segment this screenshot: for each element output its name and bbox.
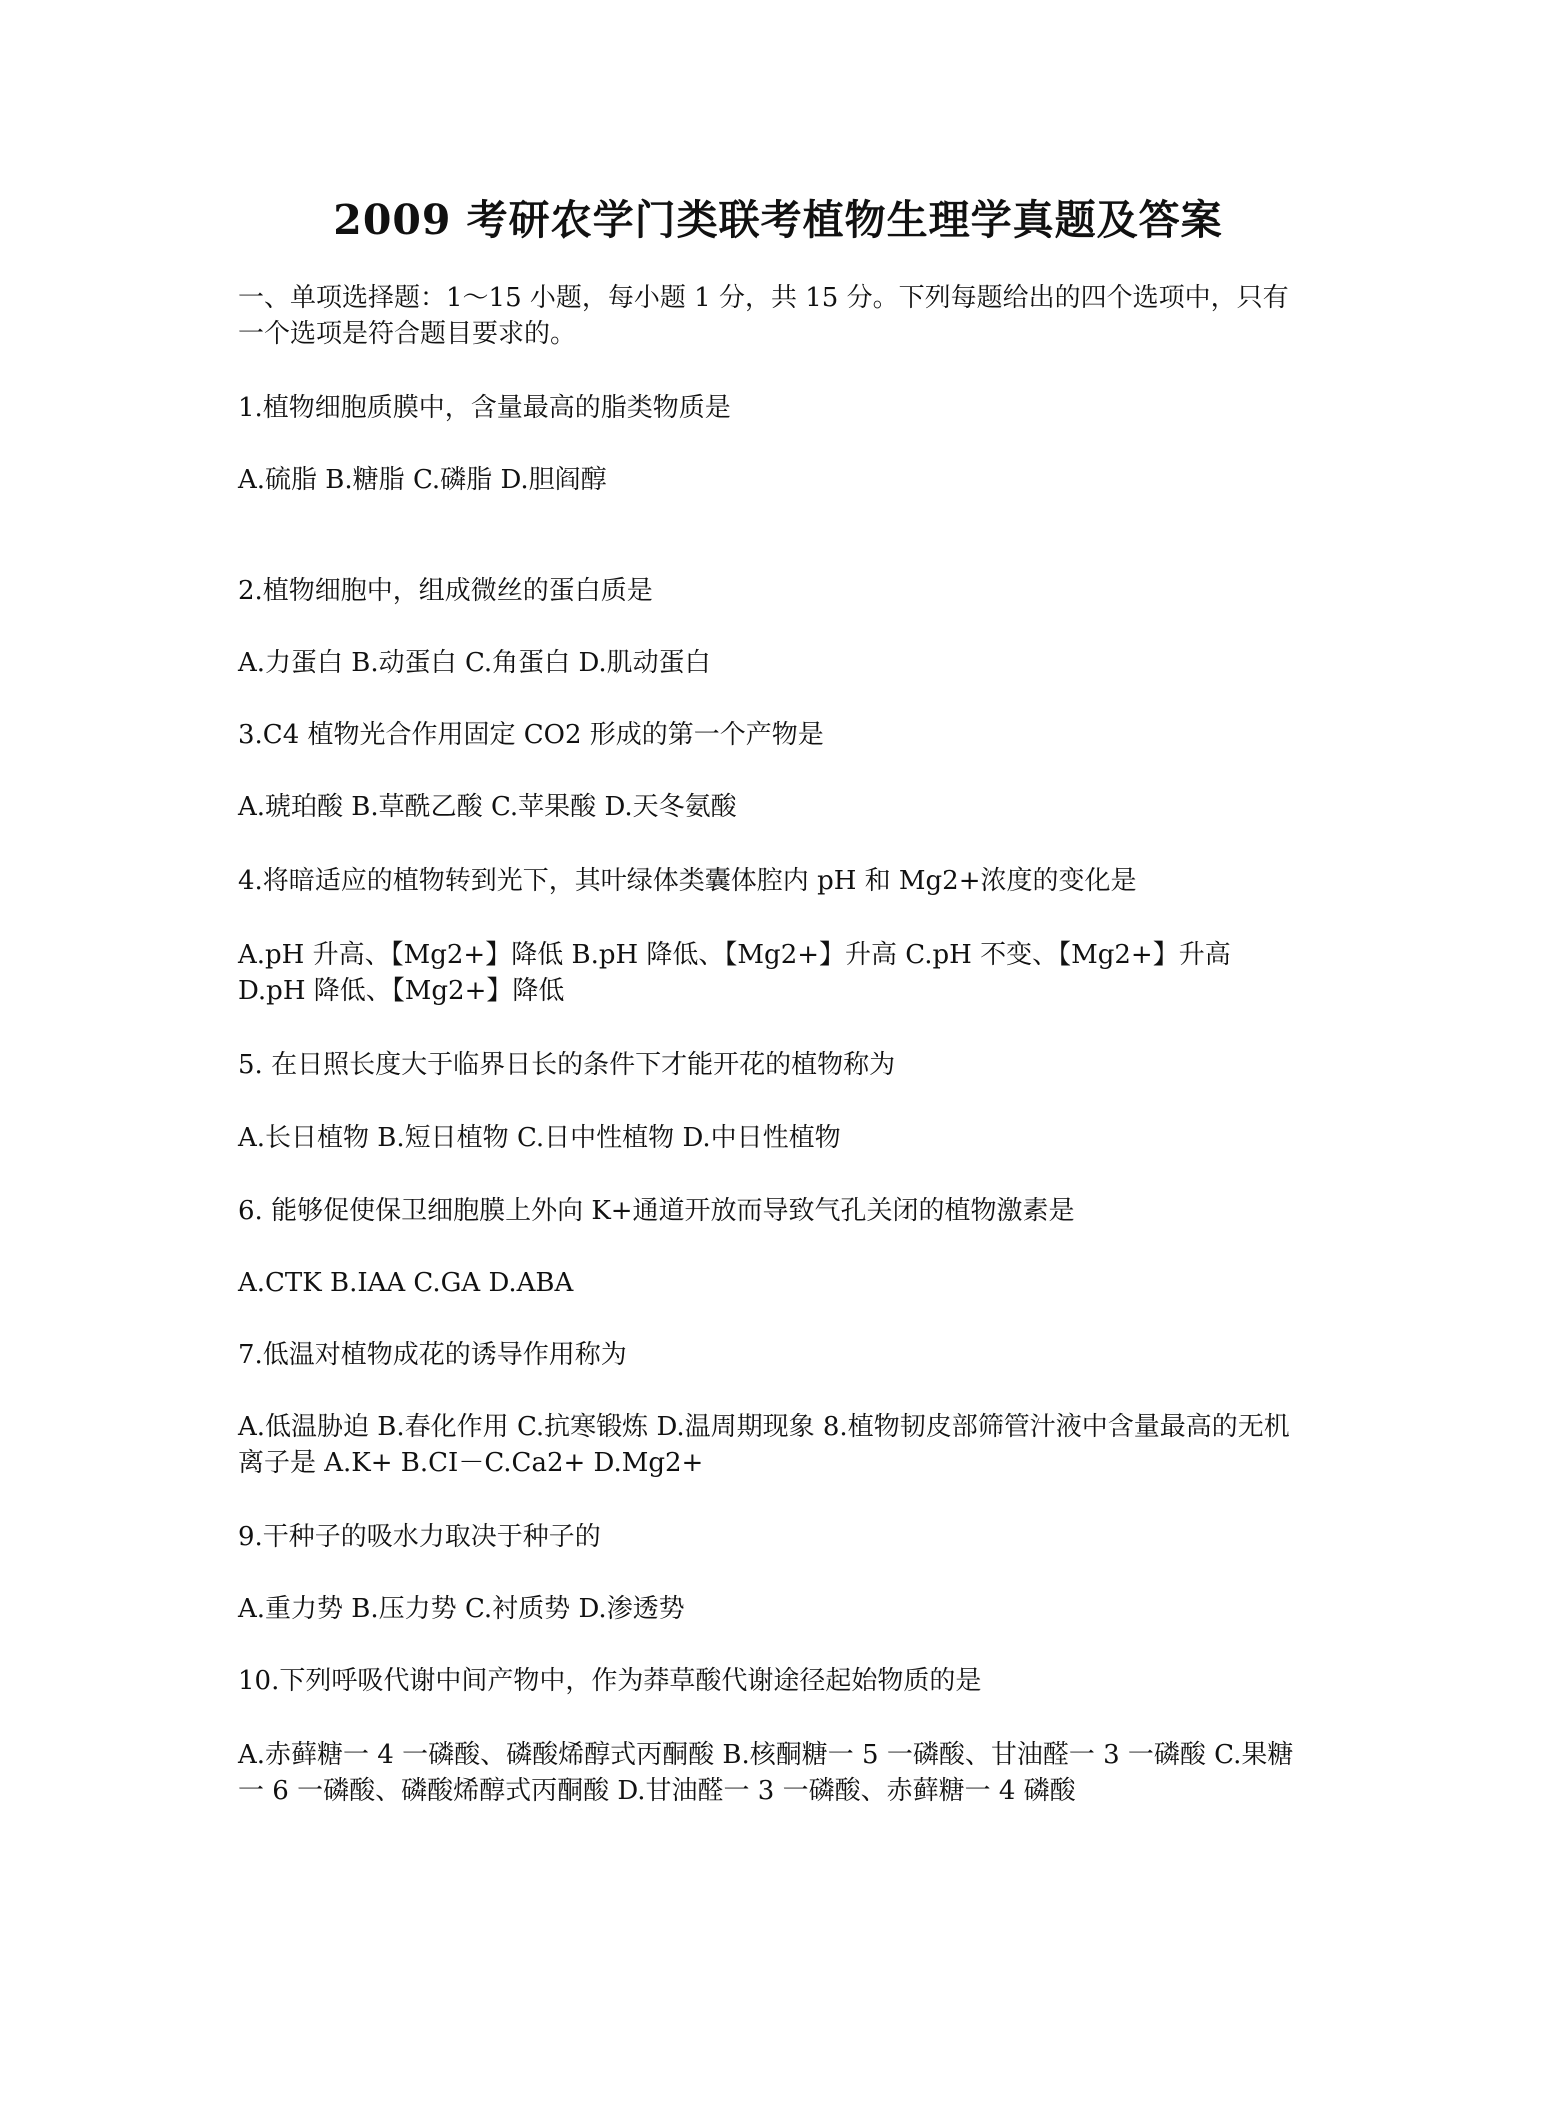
section-instructions: 一、单项选择题：1～15 小题，每小题 1 分，共 15 分。下列每题给出的四个选项中，只有一个选项是符合题目要求的。 xyxy=(238,283,1289,349)
question-7-8-options: A.低温胁迫 B.春化作用 C.抗寒锻炼 D.温周期现象 8.植物韧皮部筛管汁液中含量最高的无机离子是 A.K+ B.CI－C.Ca2+ D.Mg2+ xyxy=(238,1412,1290,1478)
question-5-options: A.长日植物 B.短日植物 C.日中性植物 D.中日性植物 xyxy=(238,1123,841,1153)
question-9: 9.干种子的吸水力取决于种子的 xyxy=(238,1522,601,1552)
question-1-options: A.硫脂 B.糖脂 C.磷脂 D.胆阎醇 xyxy=(238,465,607,495)
question-7: 7.低温对植物成花的诱导作用称为 xyxy=(238,1340,627,1370)
document-title: 2009 考研农学门类联考植物生理学真题及答案 xyxy=(333,196,1223,244)
question-3: 3.C4 植物光合作用固定 CO2 形成的第一个产物是 xyxy=(238,720,824,750)
question-1: 1.植物细胞质膜中，含量最高的脂类物质是 xyxy=(238,393,731,423)
question-9-options: A.重力势 B.压力势 C.衬质势 D.渗透势 xyxy=(238,1594,685,1624)
question-6-options: A.CTK B.IAA C.GA D.ABA xyxy=(238,1268,574,1298)
question-3-options: A.琥珀酸 B.草酰乙酸 C.苹果酸 D.天冬氨酸 xyxy=(238,792,737,822)
question-10-options: A.赤藓糖一 4 一磷酸、磷酸烯醇式丙酮酸 B.核酮糖一 5 一磷酸、甘油醛一 3 一磷酸 C.果糖一 6 一磷酸、磷酸烯醇式丙酮酸 D.甘油醛一 3 一磷酸、赤藓糖一 4 磷酸 xyxy=(238,1740,1294,1806)
question-4: 4.将暗适应的植物转到光下，其叶绿体类囊体腔内 pH 和 Mg2+浓度的变化是 xyxy=(238,866,1137,896)
question-2: 2.植物细胞中，组成微丝的蛋白质是 xyxy=(238,576,653,606)
question-10: 10.下列呼吸代谢中间产物中，作为莽草酸代谢途径起始物质的是 xyxy=(238,1666,982,1696)
question-4-options: A.pH 升高、【Mg2+】降低 B.pH 降低、【Mg2+】升高 C.pH 不变、【Mg2+】升高 D.pH 降低、【Mg2+】降低 xyxy=(238,940,1231,1006)
question-5: 5. 在日照长度大于临界日长的条件下才能开花的植物称为 xyxy=(238,1050,896,1080)
question-2-options: A.力蛋白 B.动蛋白 C.角蛋白 D.肌动蛋白 xyxy=(238,648,711,678)
question-6: 6. 能够促使保卫细胞膜上外向 K+通道开放而导致气孔关闭的植物激素是 xyxy=(238,1196,1075,1226)
